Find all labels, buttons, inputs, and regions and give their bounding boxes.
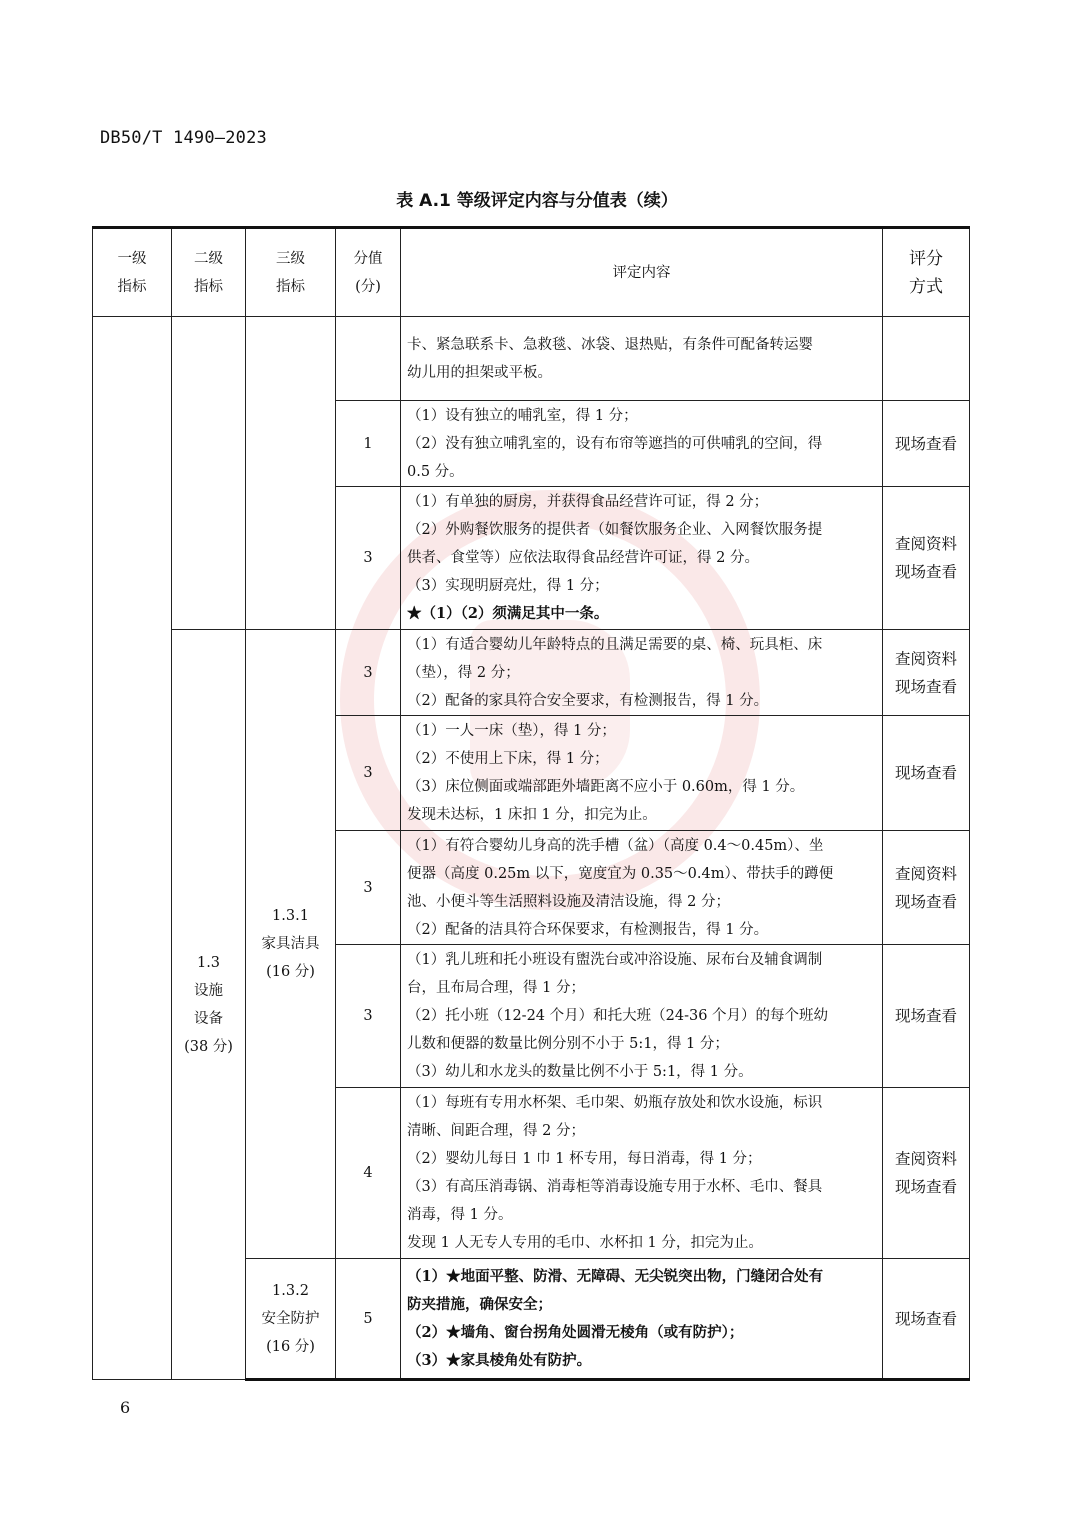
content-cell	[401, 831, 883, 945]
content-cell	[401, 317, 883, 401]
content-line: 供者、食堂等）应依法取得食品经营许可证，得 2 分。	[407, 550, 759, 566]
content-line: （1）★地面平整、防滑、无障碍、无尖锐突出物，门缝闭合处有	[407, 1267, 824, 1285]
content-line: （2）外购餐饮服务的提供者（如餐饮服务企业、入网餐饮服务提	[407, 522, 823, 538]
content-line: （1）乳儿班和托小班设有盥洗台或冲浴设施、尿布台及辅食调制	[407, 952, 823, 968]
content-line: （1）设有独立的哺乳室，得 1 分；	[407, 407, 638, 424]
header-level3: 三级 指标	[246, 228, 336, 317]
header-content: 评定内容	[401, 228, 883, 317]
content-line: （1）有单独的厨房，并获得食品经营许可证，得 2 分；	[407, 494, 769, 510]
method-cell: 现场查看	[883, 945, 970, 1088]
header-score: 分值 (分)	[336, 228, 401, 317]
content-line: （1）有适合婴幼儿年龄特点的且满足需要的桌、椅、玩具柜、床	[407, 636, 823, 653]
level2-cell	[172, 317, 246, 630]
content-line: （2）配备的家具符合安全要求，有检测报告，得 1 分。	[407, 692, 769, 709]
page-number: 6	[120, 1398, 131, 1417]
content-cell	[401, 1259, 883, 1380]
method-cell: 查阅资料 现场查看	[883, 487, 970, 630]
content-cell	[401, 401, 883, 487]
header-level1: 一级 指标	[93, 228, 172, 317]
content-line: （3）床位侧面或端部距外墙距离不应小于 0.60m，得 1 分。	[407, 779, 805, 795]
content-cell	[401, 1088, 883, 1259]
method-cell: 查阅资料 现场查看	[883, 630, 970, 716]
level3-cell	[246, 317, 336, 630]
level3-safety-cell: 1.3.2 安全防护 (16 分)	[246, 1259, 336, 1380]
method-cell: 现场查看	[883, 401, 970, 487]
content-line: ★（1）（2）须满足其中一条。	[407, 605, 609, 622]
content-line: 池、小便斗等生活照料设施及清洁设施，得 2 分；	[407, 893, 730, 910]
score-cell	[336, 317, 401, 401]
table-header-row	[93, 228, 970, 317]
content-line: （2）★墙角、窗台拐角处圆滑无棱角（或有防护）；	[407, 1323, 744, 1341]
content-line: 幼儿用的担架或平板。	[407, 364, 552, 381]
content-line: 卡、紧急联系卡、急救毯、冰袋、退热贴，有条件可配备转运婴	[407, 336, 813, 353]
content-line: 发现 1 人无专人专用的毛巾、水杯扣 1 分，扣完为止。	[407, 1235, 763, 1251]
score-cell: 3	[336, 487, 401, 630]
content-line: （2）托小班（12-24 个月）和托大班（24-36 个月）的每个班幼	[407, 1008, 829, 1024]
method-cell: 现场查看	[883, 1259, 970, 1380]
content-line: 清晰、间距合理，得 2 分；	[407, 1123, 585, 1139]
table-title: 表 A.1 等级评定内容与分值表（续）	[396, 191, 678, 211]
content-line: 发现未达标，1 床扣 1 分，扣完为止。	[407, 807, 657, 823]
content-line: 0.5 分。	[407, 463, 464, 480]
score-cell: 4	[336, 1088, 401, 1259]
content-line: （1）每班有专用水杯架、毛巾架、奶瓶存放处和饮水设施，标识	[407, 1095, 823, 1111]
content-line: 台，且布局合理，得 1 分；	[407, 980, 585, 996]
content-line: （垫），得 2 分；	[407, 664, 520, 681]
document-code: DB50/T 1490—2023	[100, 128, 267, 148]
content-line: 儿数和便器的数量比例分别不小于 5:1，得 1 分；	[407, 1036, 729, 1052]
content-line: 便器（高度 0.25m 以下，宽度宜为 0.35～0.4m）、带扶手的蹲便	[407, 865, 834, 882]
content-line: （2）不使用上下床，得 1 分；	[407, 751, 609, 767]
method-cell	[883, 317, 970, 401]
score-cell: 3	[336, 945, 401, 1088]
content-line: （3）幼儿和水龙头的数量比例不小于 5:1，得 1 分。	[407, 1064, 753, 1080]
score-cell: 3	[336, 716, 401, 831]
header-level2: 二级 指标	[172, 228, 246, 317]
level2-facility-cell: 1.3 设施 设备 (38 分)	[172, 630, 246, 1380]
score-cell: 3	[336, 630, 401, 716]
content-line: （3）实现明厨亮灶，得 1 分；	[407, 578, 609, 594]
content-line: （2）配备的洁具符合环保要求，有检测报告，得 1 分。	[407, 921, 769, 938]
header-method: 评分 方式	[883, 228, 970, 317]
content-line: 消毒，得 1 分。	[407, 1207, 513, 1223]
level1-cell	[93, 317, 172, 1380]
score-cell: 5	[336, 1259, 401, 1380]
content-cell	[401, 716, 883, 831]
content-line: （1）有符合婴幼儿身高的洗手槽（盆）（高度 0.4～0.45m）、坐	[407, 837, 824, 854]
content-cell	[401, 487, 883, 630]
score-cell: 3	[336, 831, 401, 945]
score-cell: 1	[336, 401, 401, 487]
rating-table	[92, 226, 970, 1381]
content-line: 防夹措施，确保安全；	[407, 1295, 552, 1313]
table-row	[93, 317, 970, 401]
content-cell	[401, 630, 883, 716]
content-line: （3）有高压消毒锅、消毒柜等消毒设施专用于水杯、毛巾、餐具	[407, 1179, 823, 1195]
method-cell: 查阅资料 现场查看	[883, 831, 970, 945]
level3-furniture-cell: 1.3.1 家具洁具 (16 分)	[246, 630, 336, 1259]
method-cell: 查阅资料 现场查看	[883, 1088, 970, 1259]
content-line: （2）没有独立哺乳室的，设有布帘等遮挡的可供哺乳的空间，得	[407, 435, 823, 452]
method-cell: 现场查看	[883, 716, 970, 831]
content-line: （2）婴幼儿每日 1 巾 1 杯专用，每日消毒，得 1 分；	[407, 1151, 762, 1167]
content-cell	[401, 945, 883, 1088]
table-row	[93, 630, 970, 716]
content-line: （3）★家具棱角处有防护。	[407, 1351, 592, 1369]
content-line: （1）一人一床（垫），得 1 分；	[407, 723, 616, 739]
